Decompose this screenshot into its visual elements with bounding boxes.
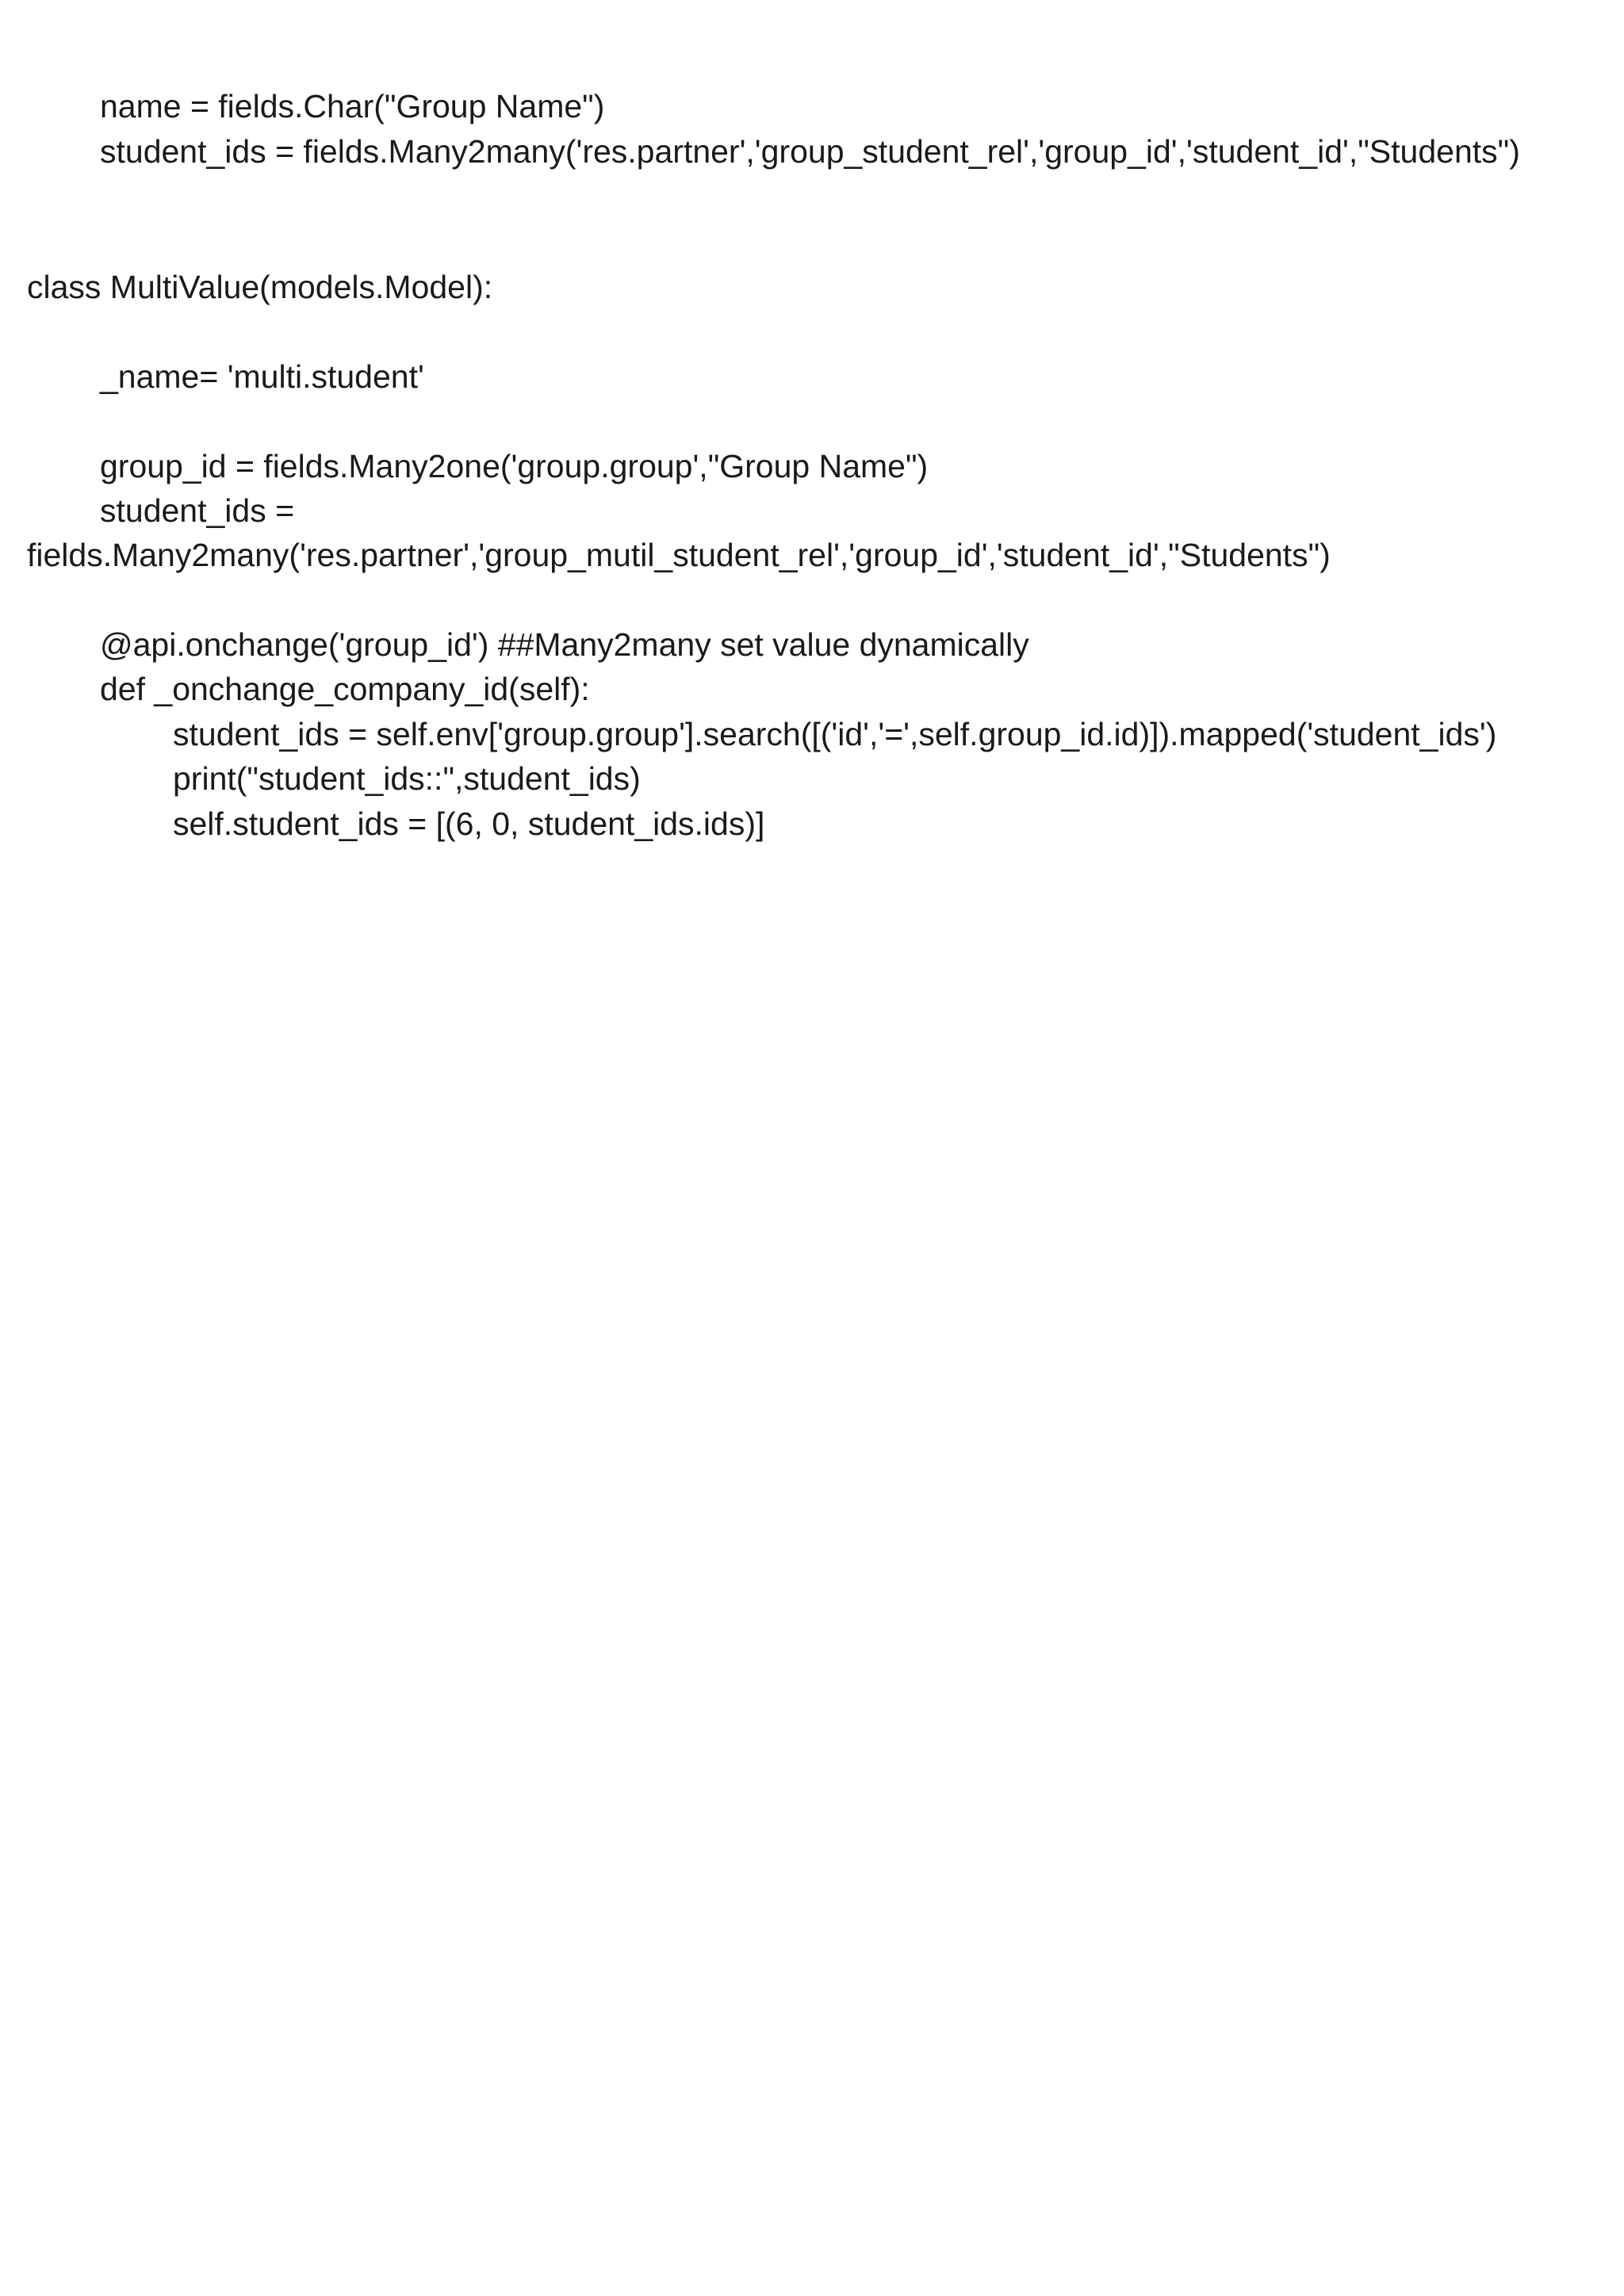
- code-line-group-id-field: group_id = fields.Many2one('group.group',"Group Name"): [100, 448, 929, 484]
- code-line-print-statement: print("student_ids::",student_ids): [173, 760, 641, 797]
- code-line-self-assignment: self.student_ids = [(6, 0, student_ids.ids)]: [173, 806, 765, 842]
- code-line-onchange-decorator: @api.onchange('group_id') ##Many2many set value dynamically: [100, 626, 1029, 663]
- code-line-student-ids-field: student_ids = fields.Many2many('res.partner','group_student_rel','group_id','student_id',"Students"): [100, 133, 1520, 170]
- code-line-model-name: _name= 'multi.student': [100, 358, 424, 395]
- code-line-method-definition: def _onchange_company_id(self):: [100, 671, 590, 707]
- code-line-class-definition: class MultiValue(models.Model):: [27, 269, 493, 305]
- code-line-search-mapped: student_ids = self.env['group.group'].search([('id','=',self.group_id.id)]).mapped('student_ids'): [173, 716, 1497, 752]
- code-line-name-field: name = fields.Char("Group Name"): [100, 88, 605, 124]
- code-line-student-ids-many2many: fields.Many2many('res.partner','group_mutil_student_rel','group_id','student_id',"Students"): [27, 537, 1331, 573]
- code-line-student-ids-assignment: student_ids =: [100, 492, 295, 529]
